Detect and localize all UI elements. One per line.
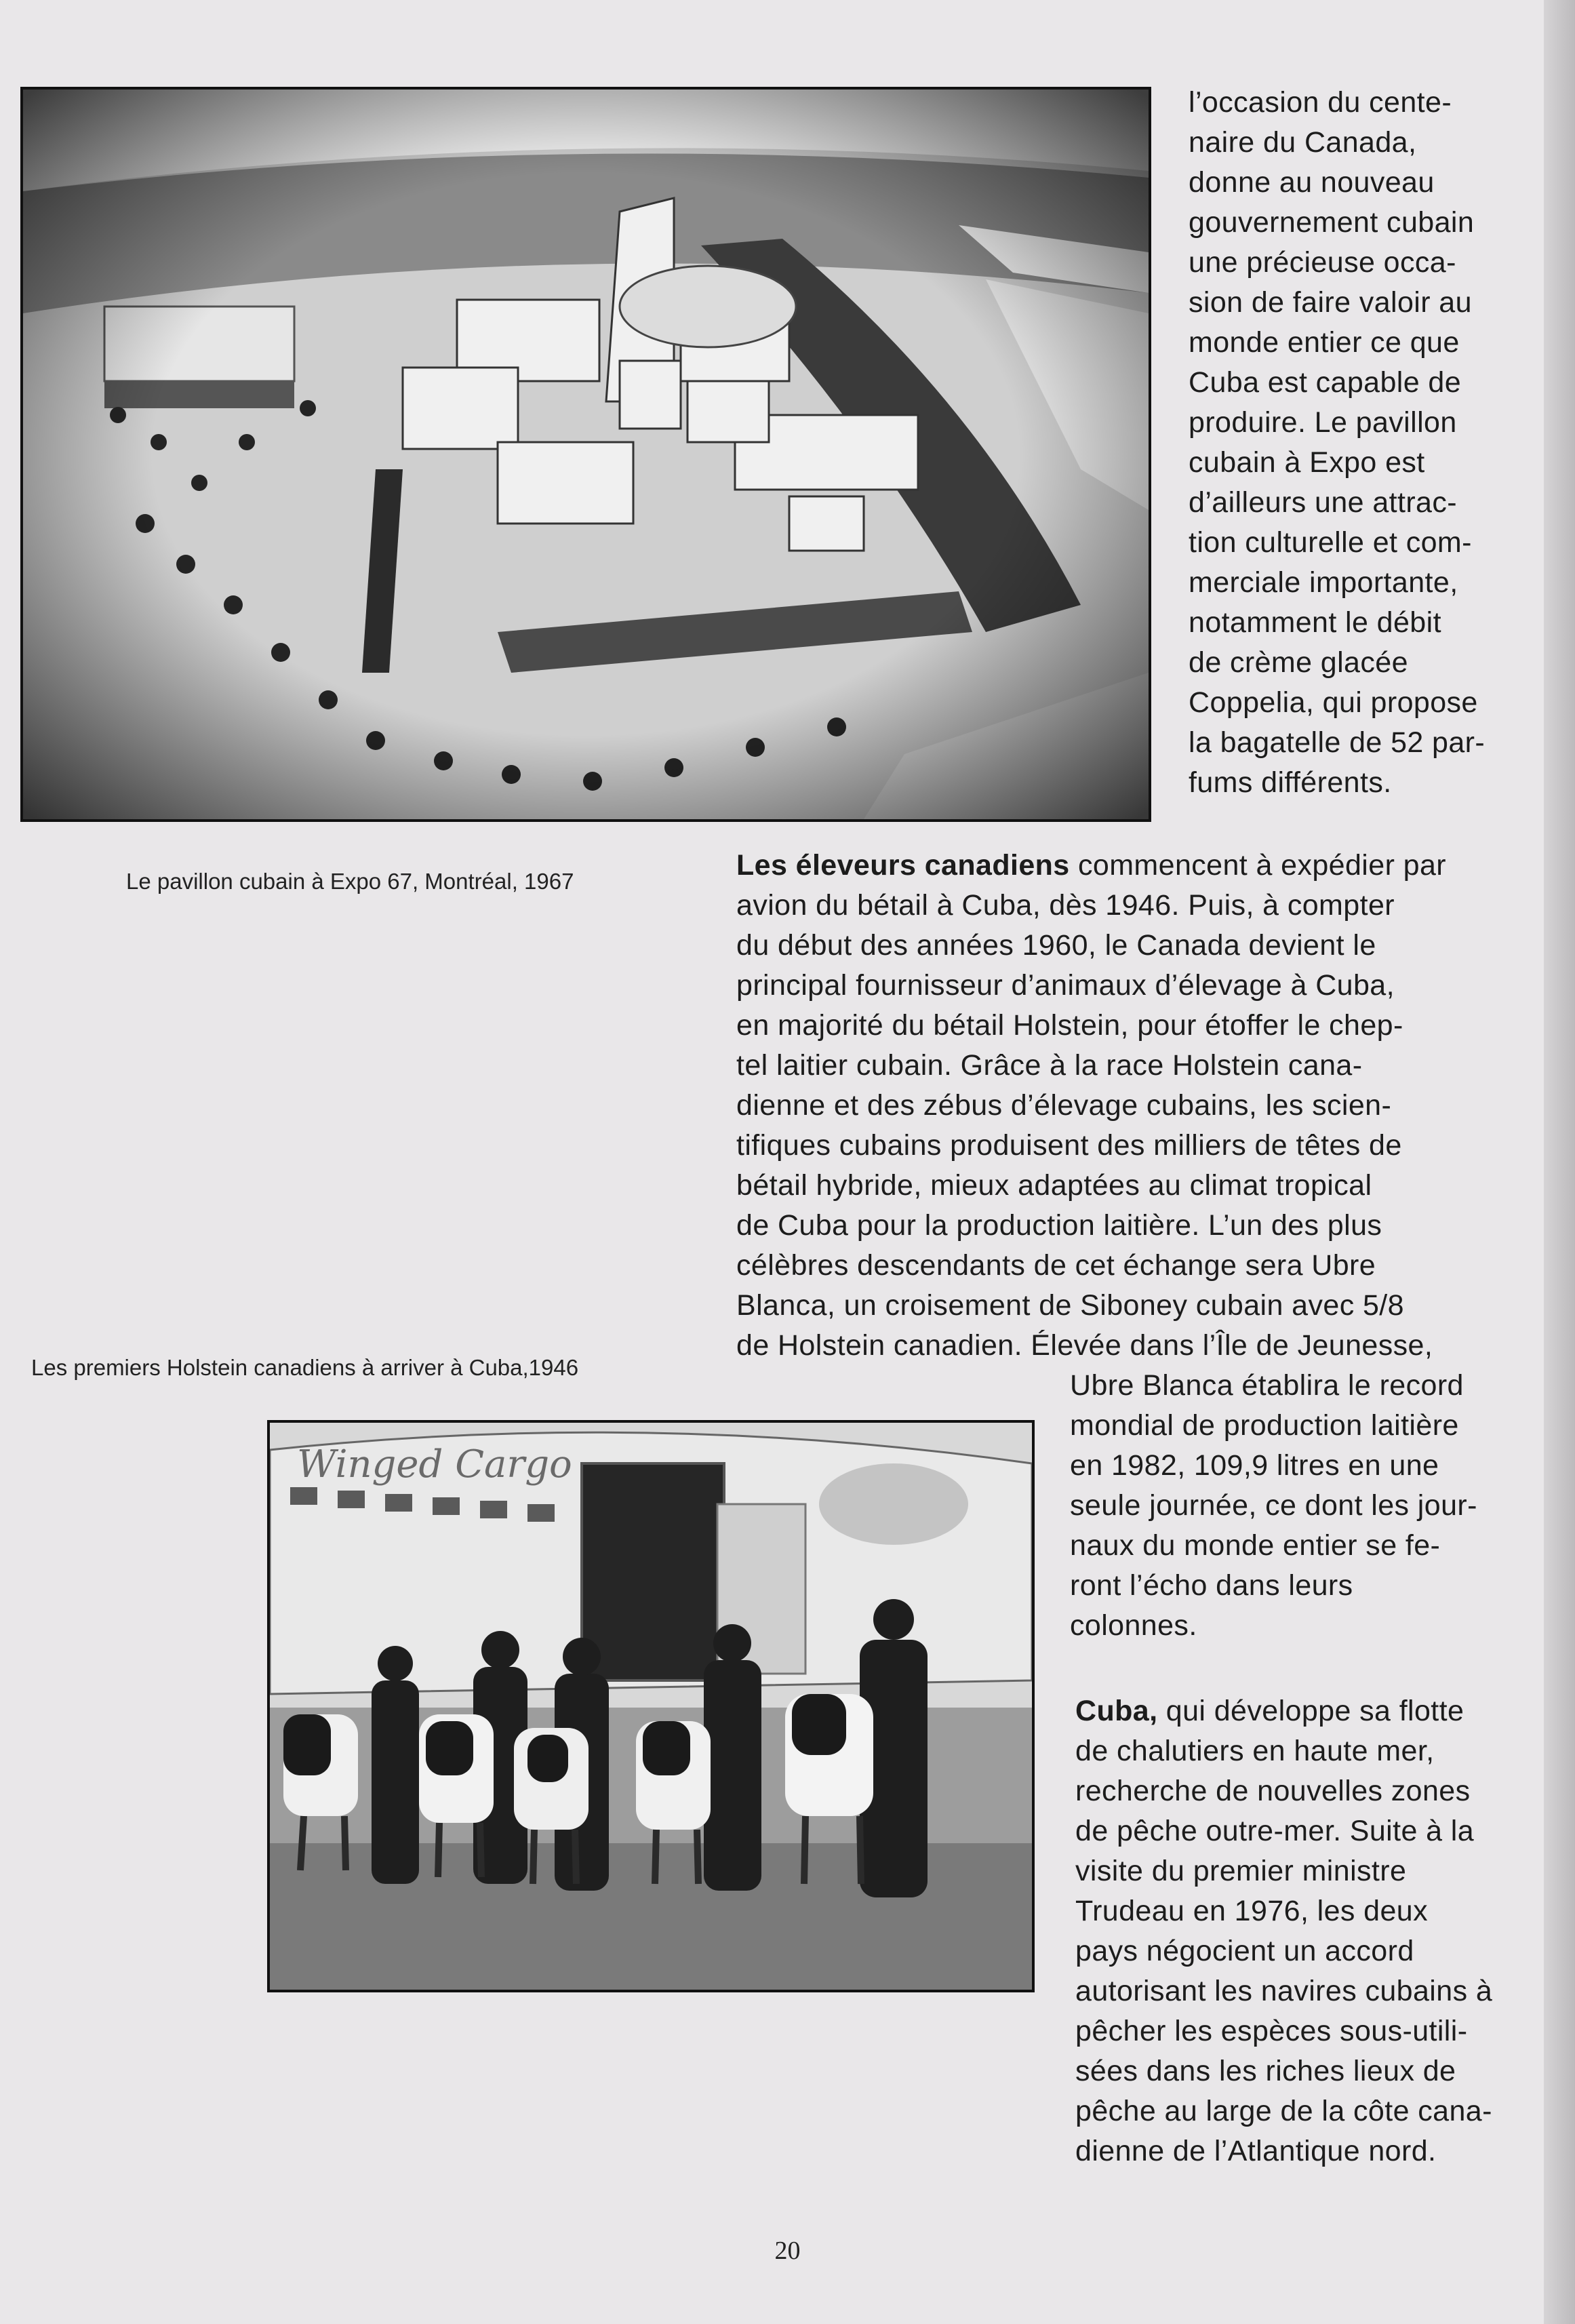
text-line: recherche de nouvelles zones	[1075, 1775, 1471, 1807]
text-line: donne au nouveau	[1189, 166, 1435, 199]
text-line: en 1982, 109,9 litres en une	[1070, 1449, 1439, 1482]
text-line: gouvernement cubain	[1189, 206, 1475, 239]
eleveurs-paragraph	[736, 846, 1550, 1366]
text-line: la bagatelle de 52 par-	[1189, 726, 1486, 759]
text-line: pêche au large de la côte cana-	[1075, 2095, 1492, 2127]
text-line: de crème glacée	[1189, 646, 1408, 679]
text-line: dienne de l’Atlantique nord.	[1075, 2135, 1437, 2167]
cuba-lead: Cuba,	[1075, 1695, 1158, 1727]
text-line: Blanca, un croisement de Siboney cubain avec 5/8	[736, 1289, 1404, 1322]
expo-pavilion-photo	[20, 87, 1151, 822]
text-line: dienne et des zébus d’élevage cubains, les scien-	[736, 1089, 1392, 1122]
intro-paragraph	[1189, 83, 1555, 803]
text-line: du début des années 1960, le Canada devient le	[736, 929, 1376, 962]
page-number: 20	[774, 2237, 801, 2265]
text-line: Ubre Blanca établira le record	[1070, 1369, 1464, 1402]
text-line: Trudeau en 1976, les deux	[1075, 1895, 1428, 1927]
text-line: commencent à expédier par	[1069, 849, 1446, 882]
text-line: sées dans les riches lieux de	[1075, 2055, 1456, 2087]
text-line: Coppelia, qui propose	[1189, 686, 1478, 719]
text-line: produire. Le pavillon	[1189, 406, 1457, 439]
text-line: principal fournisseur d’animaux d’élevage à Cuba,	[736, 969, 1395, 1002]
text-line: Cuba est capable de	[1189, 366, 1462, 399]
text-line: tel laitier cubain. Grâce à la race Holstein cana-	[736, 1049, 1363, 1082]
text-line: notamment le débit	[1189, 606, 1441, 639]
text-line: pêcher les espèces sous-utili-	[1075, 2015, 1468, 2047]
text-line: colonnes.	[1070, 1609, 1197, 1642]
text-line: naire du Canada,	[1189, 126, 1417, 159]
text-line: autorisant les navires cubains à	[1075, 1975, 1493, 2007]
text-line: l’occasion du cente-	[1189, 86, 1452, 119]
text-line: de chalutiers en haute mer,	[1075, 1735, 1435, 1767]
text-line: naux du monde entier se fe-	[1070, 1529, 1441, 1562]
text-line: visite du premier ministre	[1075, 1855, 1407, 1887]
text-line: bétail hybride, mieux adaptées au climat tropical	[736, 1169, 1372, 1202]
text-line: de Holstein canadien. Élevée dans l’Île de Jeunesse,	[736, 1329, 1433, 1362]
expo-photo-caption: Le pavillon cubain à Expo 67, Montréal, 1967	[126, 869, 574, 894]
text-line: une précieuse occa-	[1189, 246, 1456, 279]
text-line: monde entier ce que	[1189, 326, 1460, 359]
text-line: d’ailleurs une attrac-	[1189, 486, 1457, 519]
eleveurs-paragraph-continued	[1070, 1366, 1544, 1646]
text-line: mondial de production laitière	[1070, 1409, 1459, 1442]
text-line: merciale importante,	[1189, 566, 1458, 599]
text-line: qui développe sa flotte	[1157, 1695, 1464, 1727]
text-line: de Cuba pour la production laitière. L’un des plus	[736, 1209, 1382, 1242]
text-line: en majorité du bétail Holstein, pour étoffer le chep-	[736, 1009, 1403, 1042]
holstein-photo-caption: Les premiers Holstein canadiens à arriver à Cuba,1946	[31, 1355, 579, 1380]
text-line: cubain à Expo est	[1189, 446, 1425, 479]
holstein-cattle-illustration	[270, 1423, 1032, 1990]
text-line: de pêche outre-mer. Suite à la	[1075, 1815, 1475, 1847]
holstein-cattle-photo	[267, 1420, 1035, 1992]
text-line: célèbres descendants de cet échange sera Ubre	[736, 1249, 1376, 1282]
text-line: avion du bétail à Cuba, dès 1946. Puis, à compter	[736, 889, 1395, 922]
expo-pavilion-illustration	[23, 90, 1149, 819]
text-line: seule journée, ce dont les jour-	[1070, 1489, 1477, 1522]
eleveurs-lead: Les éleveurs canadiens	[736, 849, 1070, 882]
plane-lettering: Winged Cargo	[297, 1442, 572, 1486]
text-line: sion de faire valoir au	[1189, 286, 1472, 319]
cuba-paragraph	[1075, 1691, 1550, 2171]
text-line: fums différents.	[1189, 766, 1392, 799]
text-line: tion culturelle et com-	[1189, 526, 1472, 559]
text-line: ront l’écho dans leurs	[1070, 1569, 1353, 1602]
text-line: pays négocient un accord	[1075, 1935, 1414, 1967]
text-line: tifiques cubains produisent des milliers de têtes de	[736, 1129, 1402, 1162]
